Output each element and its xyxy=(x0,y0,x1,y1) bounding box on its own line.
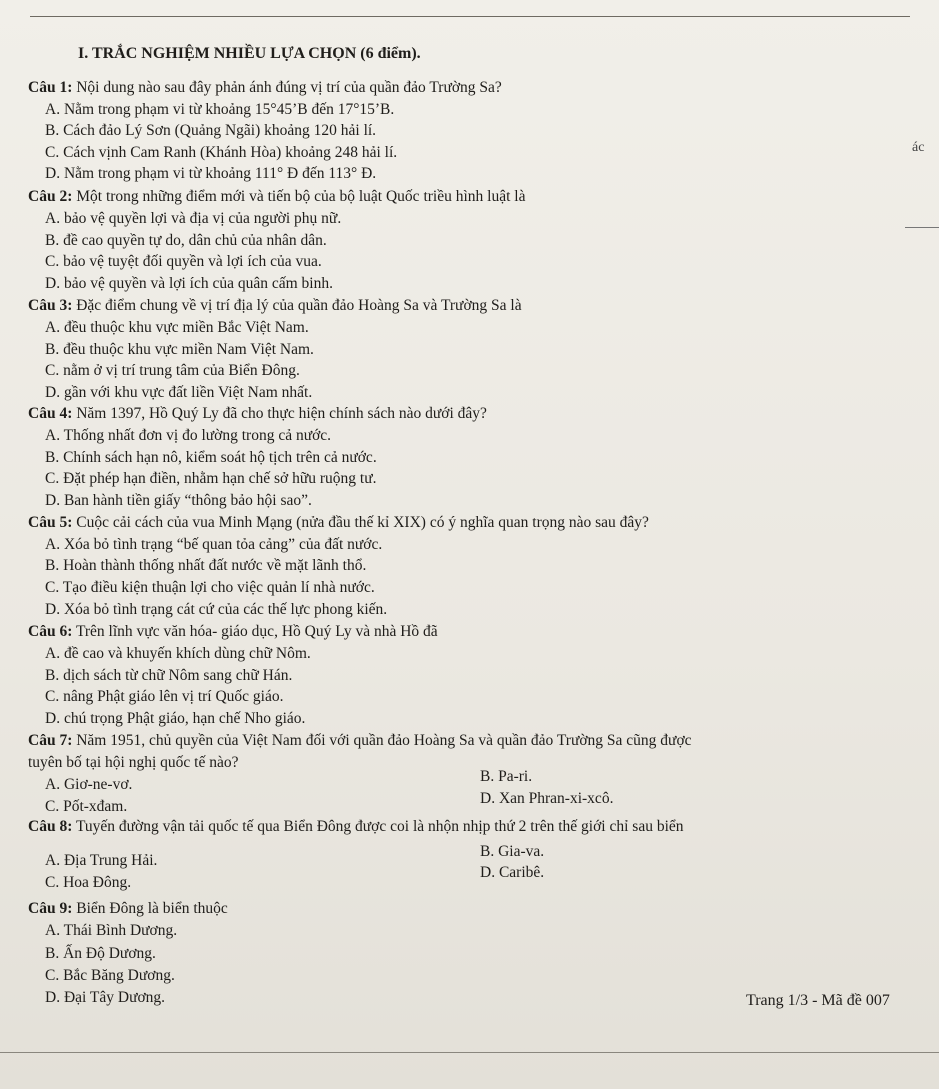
question-text: Cuộc cải cách của vua Minh Mạng (nửa đầu thế kỉ XIX) có ý nghĩa quan trọng nào sau đây? xyxy=(76,514,649,531)
question-label: Câu 6: xyxy=(28,623,73,640)
question-6-option-d: D. chú trọng Phật giáo, hạn chế Nho giáo. xyxy=(45,710,306,727)
question-9-option-c: C. Bắc Băng Dương. xyxy=(45,967,175,984)
question-2-option-b: B. đề cao quyền tự do, dân chủ của nhân dân. xyxy=(45,232,327,249)
question-8-option-d: D. Caribê. xyxy=(480,864,545,881)
question-text: Biển Đông là biển thuộc xyxy=(76,900,228,917)
page-footer: Trang 1/3 - Mã đề 007 xyxy=(746,992,890,1009)
question-text: Nội dung nào sau đây phản ánh đúng vị trí của quần đảo Trường Sa? xyxy=(76,79,502,96)
question-8-option-a: A. Địa Trung Hải. xyxy=(45,852,158,869)
question-9 xyxy=(28,900,228,918)
question-2-option-a: A. bảo vệ quyền lợi và địa vị của người phụ nữ. xyxy=(45,210,342,227)
question-label: Câu 9: xyxy=(28,900,73,917)
question-2 xyxy=(28,188,525,206)
question-text: Đặc điểm chung về vị trí địa lý của quần đảo Hoàng Sa và Trường Sa là xyxy=(76,297,522,314)
question-label: Câu 2: xyxy=(28,188,73,205)
question-label: Câu 1: xyxy=(28,79,73,96)
question-1-option-b: B. Cách đảo Lý Sơn (Quảng Ngãi) khoảng 120 hải lí. xyxy=(45,122,377,139)
question-9-option-b: B. Ấn Độ Dương. xyxy=(45,945,156,962)
question-label: Câu 8: xyxy=(28,818,73,835)
question-6-option-c: C. nâng Phật giáo lên vị trí Quốc giáo. xyxy=(45,688,284,705)
question-1 xyxy=(28,79,502,97)
question-label: Câu 7: xyxy=(28,732,73,749)
question-2-option-c: C. bảo vệ tuyệt đối quyền và lợi ích của vua. xyxy=(45,253,322,270)
question-1-option-a: A. Nằm trong phạm vi từ khoảng 15°45’B đến 17°15’B. xyxy=(45,101,395,118)
question-7-option-a: A. Giơ-ne-vơ. xyxy=(45,776,133,793)
question-3-option-a: A. đều thuộc khu vực miền Bắc Việt Nam. xyxy=(45,319,309,336)
margin-note: ác xyxy=(912,140,925,155)
question-8 xyxy=(28,818,684,836)
section-heading: I. TRẮC NGHIỆM NHIỀU LỰA CHỌN (6 điểm). xyxy=(78,45,421,62)
question-6-option-b: B. dịch sách từ chữ Nôm sang chữ Hán. xyxy=(45,667,293,684)
question-label: Câu 5: xyxy=(28,514,73,531)
question-text: Trên lĩnh vực văn hóa- giáo dục, Hồ Quý Ly và nhà Hồ đã xyxy=(75,623,438,640)
question-1-option-d: D. Nằm trong phạm vi từ khoảng 111° Đ đến 113° Đ. xyxy=(45,165,377,182)
question-3-option-b: B. đều thuộc khu vực miền Nam Việt Nam. xyxy=(45,341,314,358)
question-7-option-b: B. Pa-ri. xyxy=(480,768,533,785)
question-3-option-d: D. gần với khu vực đất liền Việt Nam nhất. xyxy=(45,384,313,401)
question-8-option-b: B. Gia-va. xyxy=(480,843,545,860)
question-text: Tuyến đường vận tải quốc tế qua Biển Đông được coi là nhộn nhịp thứ 2 trên thế giới chỉ sau biển xyxy=(75,818,684,835)
question-1-option-c: C. Cách vịnh Cam Ranh (Khánh Hòa) khoảng 248 hải lí. xyxy=(45,144,398,161)
question-4 xyxy=(28,405,487,423)
question-5-option-d: D. Xóa bỏ tình trạng cát cứ của các thế lực phong kiến. xyxy=(45,601,388,618)
question-4-option-c: C. Đặt phép hạn điền, nhằm hạn chế sở hữu ruộng tư. xyxy=(45,470,377,487)
question-4-option-b: B. Chính sách hạn nô, kiểm soát hộ tịch trên cả nước. xyxy=(45,449,377,466)
question-7 xyxy=(28,732,692,750)
question-9-option-d: D. Đại Tây Dương. xyxy=(45,989,166,1006)
question-4-option-a: A. Thống nhất đơn vị đo lường trong cả nước. xyxy=(45,427,332,444)
question-label: Câu 3: xyxy=(28,297,73,314)
question-text: Năm 1397, Hồ Quý Ly đã cho thực hiện chính sách nào dưới đây? xyxy=(76,405,487,422)
question-6 xyxy=(28,623,438,641)
question-5 xyxy=(28,514,649,532)
question-6-option-a: A. đề cao và khuyến khích dùng chữ Nôm. xyxy=(45,645,311,662)
question-7-option-c: C. Pốt-xđam. xyxy=(45,798,128,815)
question-2-option-d: D. bảo vệ quyền và lợi ích của quân cấm binh. xyxy=(45,275,333,292)
question-9-option-a: A. Thái Bình Dương. xyxy=(45,922,178,939)
question-5-option-a: A. Xóa bỏ tình trạng “bế quan tỏa cảng” của đất nước. xyxy=(45,536,383,553)
question-3 xyxy=(28,297,522,315)
question-4-option-d: D. Ban hành tiền giấy “thông bảo hội sao”. xyxy=(45,492,312,509)
question-5-option-c: C. Tạo điều kiện thuận lợi cho việc quản lí nhà nước. xyxy=(45,579,375,596)
question-text: Một trong những điểm mới và tiến bộ của bộ luật Quốc triều hình luật là xyxy=(76,188,526,205)
question-8-option-c: C. Hoa Đông. xyxy=(45,874,132,891)
question-text: Năm 1951, chủ quyền của Việt Nam đối với quần đảo Hoàng Sa và quần đảo Trường Sa cũng được xyxy=(76,732,692,749)
question-label: Câu 4: xyxy=(28,405,73,422)
question-3-option-c: C. nằm ở vị trí trung tâm của Biển Đông. xyxy=(45,362,300,379)
question-7-continued: tuyên bố tại hội nghị quốc tế nào? xyxy=(28,754,239,771)
question-5-option-b: B. Hoàn thành thống nhất đất nước về mặt lãnh thổ. xyxy=(45,557,367,574)
question-7-option-d: D. Xan Phran-xi-xcô. xyxy=(480,790,614,807)
